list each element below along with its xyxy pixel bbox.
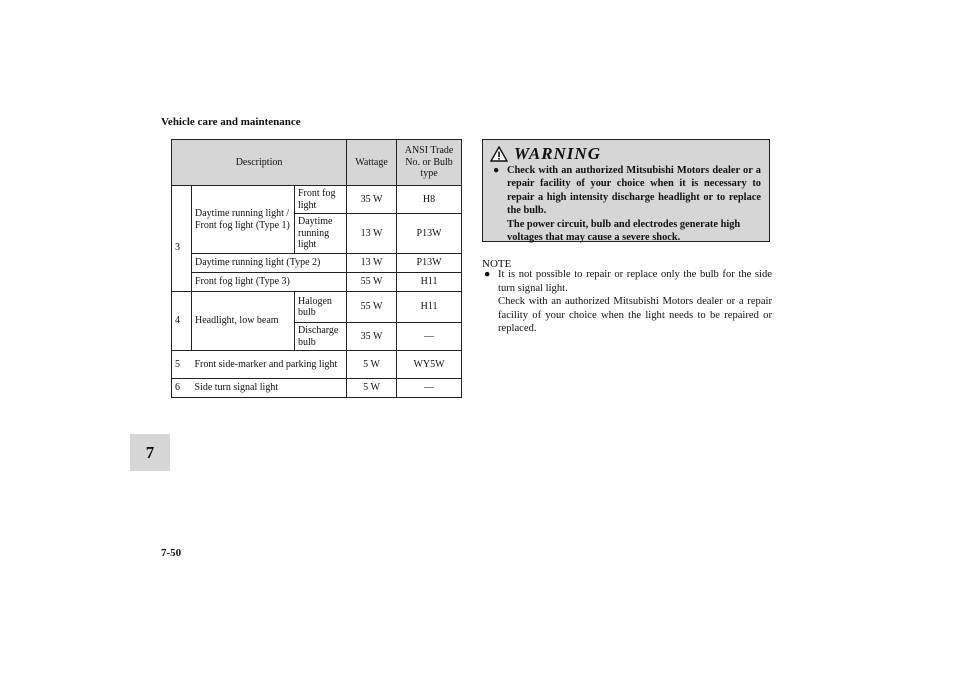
row-subtype: Halogen bulb	[295, 292, 347, 323]
row-bulb-type: H8	[397, 186, 462, 214]
bullet-icon: ●	[484, 269, 491, 280]
warning-title: WARNING	[514, 144, 601, 163]
note-label: NOTE	[482, 258, 512, 270]
row-description: Daytime running light / Front fog light (Type 1)	[192, 186, 295, 254]
warning-text-2: The power circuit, bulb and electrodes generate high voltages that may cause a severe shock.	[507, 218, 741, 244]
row-number: 6	[172, 379, 192, 398]
row-wattage: 35 W	[347, 323, 397, 351]
row-description: Headlight, low beam	[192, 292, 295, 351]
table-row	[172, 186, 462, 214]
warning-header	[490, 143, 601, 165]
header-description: Description	[172, 140, 347, 186]
row-subtype: Daytime running light	[295, 214, 347, 254]
row-subtype: Front fog light	[295, 186, 347, 214]
chapter-tab: 7	[130, 434, 170, 471]
table-row	[172, 254, 462, 273]
row-wattage: 13 W	[347, 214, 397, 254]
row-wattage: 55 W	[347, 292, 397, 323]
section-header: Vehicle care and maintenance	[161, 116, 301, 128]
note-text-2: Check with an authorized Mitsubishi Motors dealer or a repair facility of your choice when the light needs to be repaired or replaced.	[498, 296, 772, 335]
warning-body	[493, 164, 761, 244]
bulb-table	[171, 139, 462, 398]
header-wattage: Wattage	[347, 140, 397, 186]
row-description: Side turn signal light	[192, 379, 347, 398]
row-bulb-type: WY5W	[397, 351, 462, 379]
page-number: 7-50	[161, 547, 182, 559]
header-ansi-type: ANSI Trade No. or Bulb type	[397, 140, 462, 186]
row-number: 4	[172, 292, 192, 351]
table-row	[172, 351, 462, 379]
bullet-icon: ●	[493, 165, 500, 176]
row-number: 5	[172, 351, 192, 379]
row-wattage: 5 W	[347, 351, 397, 379]
row-description: Daytime running light (Type 2)	[192, 254, 347, 273]
table-header-row	[172, 140, 462, 186]
row-bulb-type: P13W	[397, 254, 462, 273]
warning-triangle-icon	[490, 146, 508, 162]
table-row	[172, 379, 462, 398]
note-text: It is not possible to repair or replace only the bulb for the side turn signal light.	[498, 269, 772, 294]
row-description: Front side-marker and parking light	[192, 351, 347, 379]
row-description: Front fog light (Type 3)	[192, 273, 347, 292]
row-bulb-type: —	[397, 323, 462, 351]
table-row	[172, 292, 462, 323]
row-subtype: Discharge bulb	[295, 323, 347, 351]
warning-text: Check with an authorized Mitsubishi Motors dealer or a repair facility of your choice when it is necessary to repair a high intensity discharge headlight or to replace the bulb.	[507, 165, 761, 217]
row-bulb-type: H11	[397, 273, 462, 292]
row-wattage: 35 W	[347, 186, 397, 214]
warning-box	[482, 139, 770, 242]
row-bulb-type: P13W	[397, 214, 462, 254]
row-wattage: 13 W	[347, 254, 397, 273]
row-wattage: 5 W	[347, 379, 397, 398]
row-bulb-type: —	[397, 379, 462, 398]
note-body	[484, 268, 772, 336]
row-wattage: 55 W	[347, 273, 397, 292]
row-number: 3	[172, 186, 192, 292]
row-bulb-type: H11	[397, 292, 462, 323]
table-row	[172, 273, 462, 292]
